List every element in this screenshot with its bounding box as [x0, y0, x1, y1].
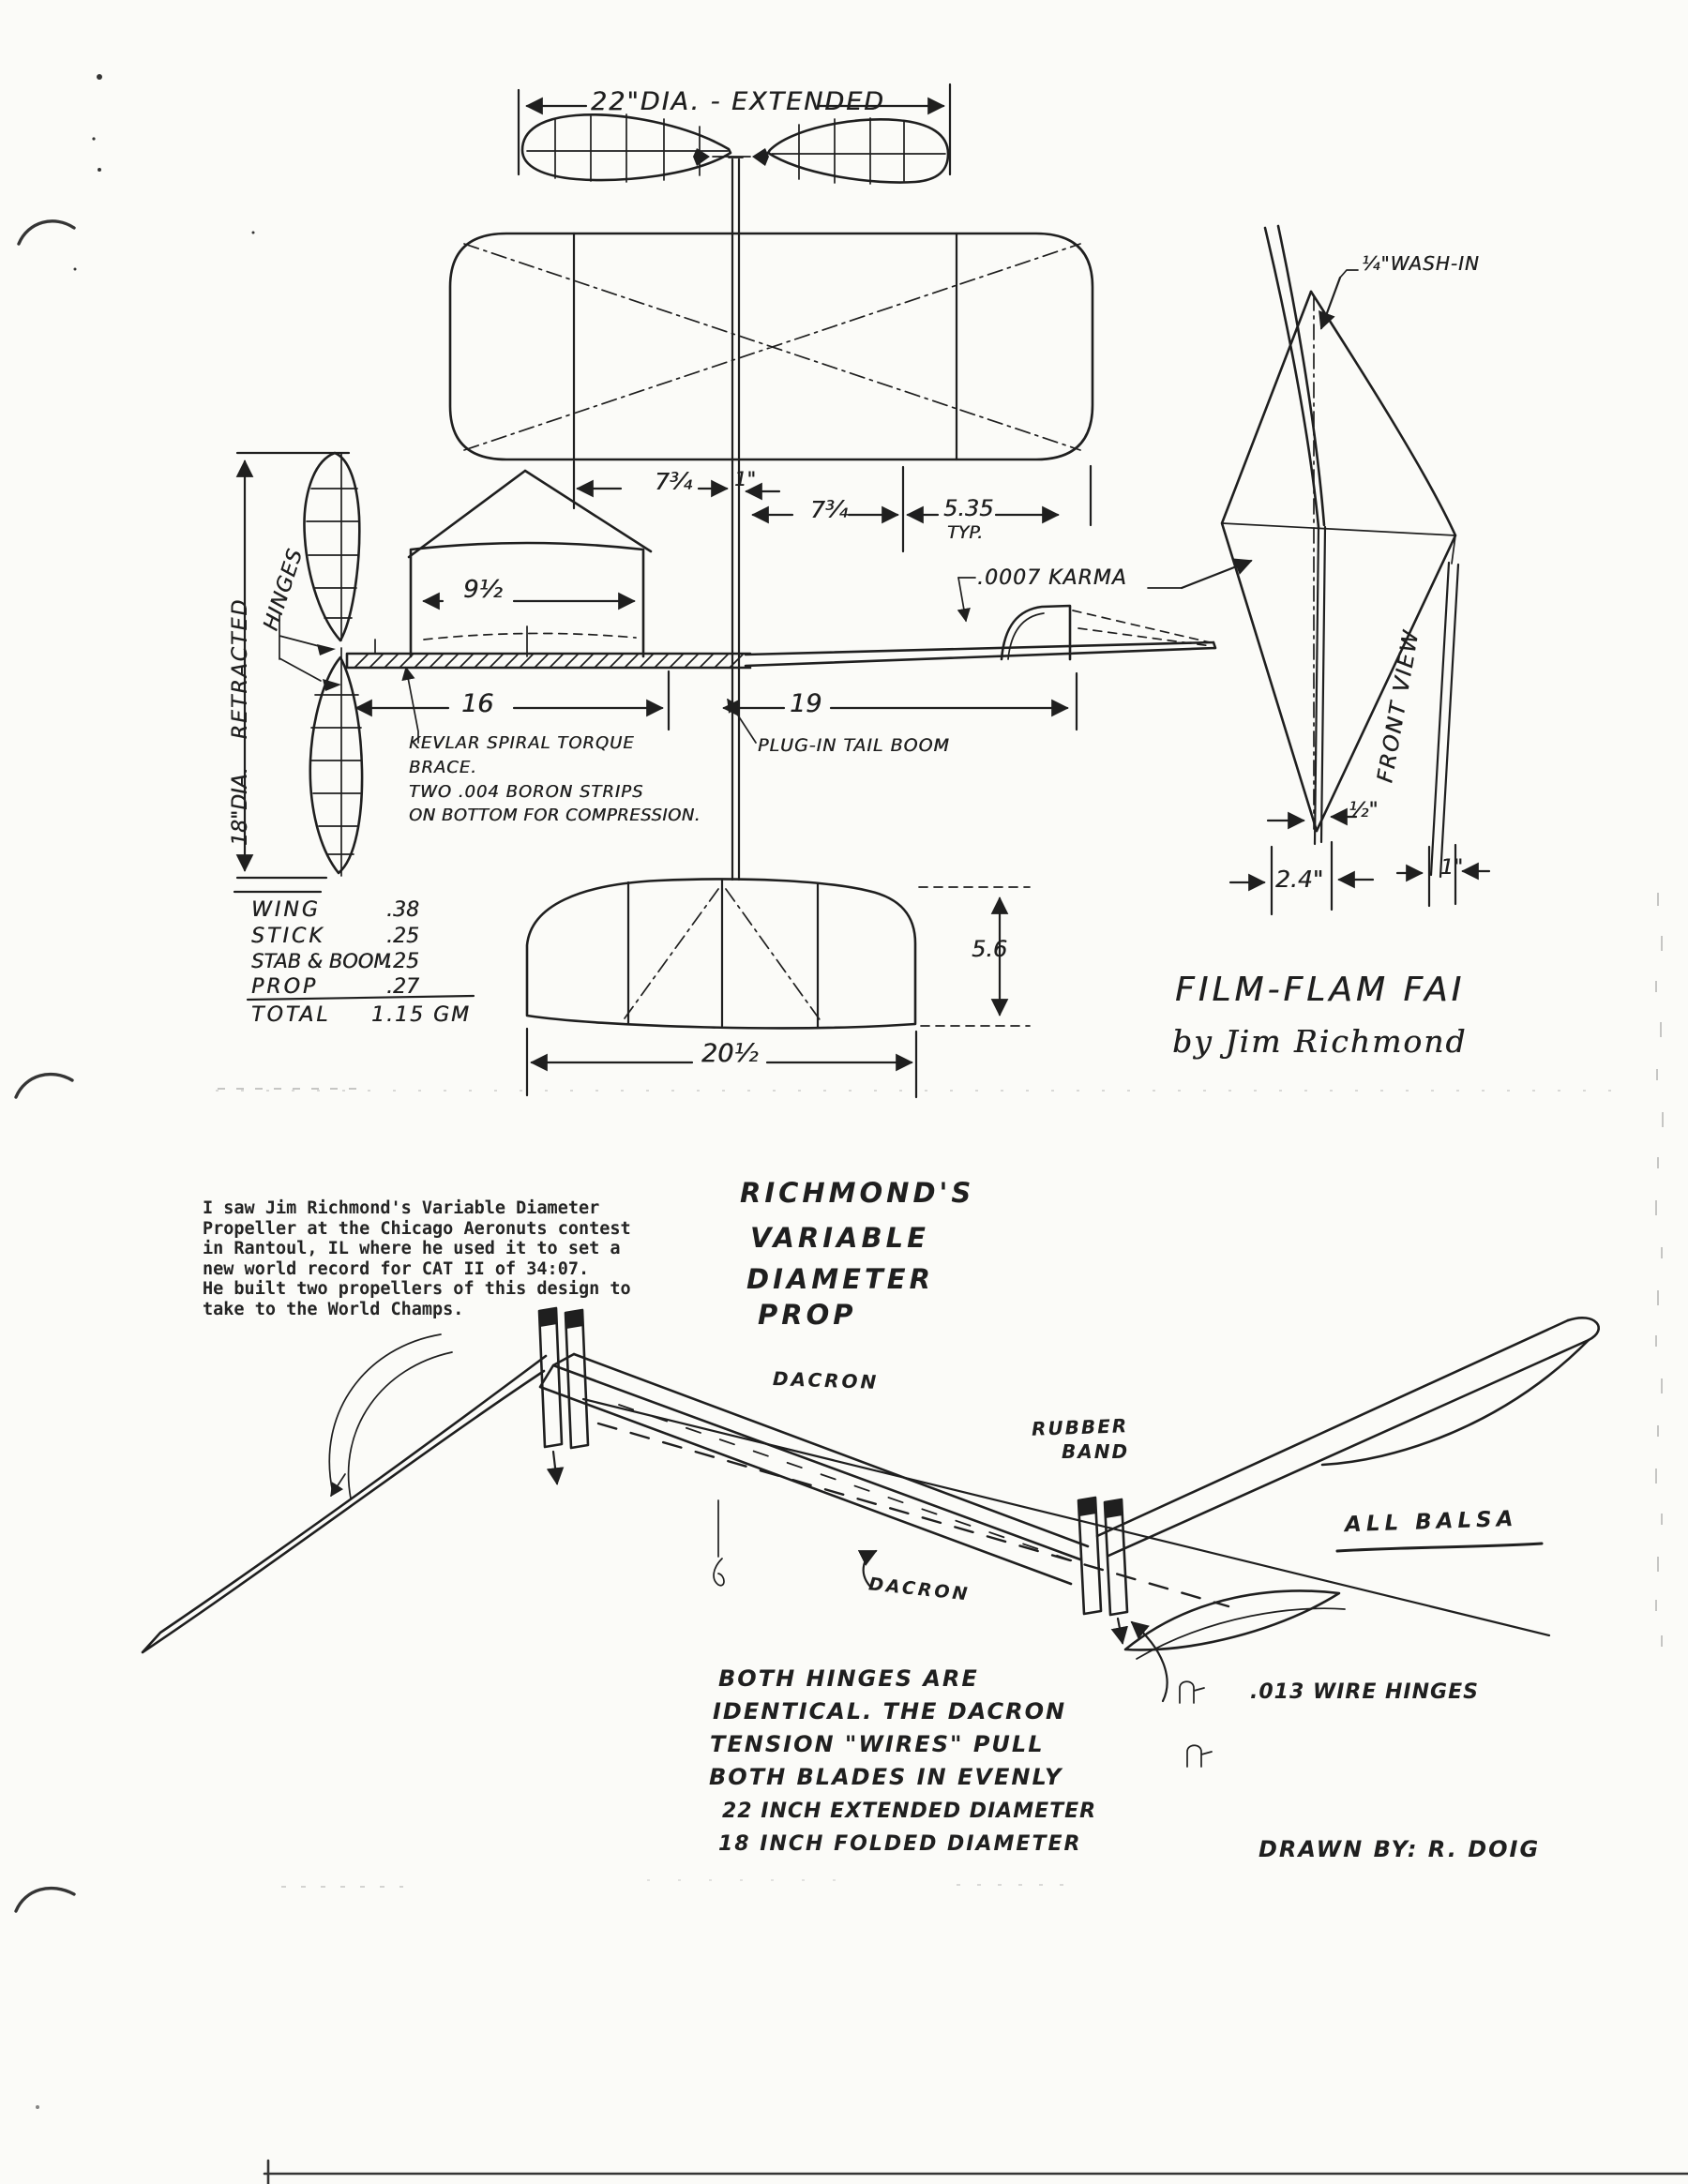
wire-hinges-label: .013 WIRE HINGES [1250, 1680, 1479, 1704]
kevlar-note-line-3: TWO .004 BORON STRIPS [409, 782, 644, 802]
stab-plan-drawing [527, 879, 1030, 1097]
hinge-note-line-4: BOTH BLADES IN EVENLY [709, 1764, 1063, 1790]
kevlar-note-line-4: ON BOTTOM FOR COMPRESSION. [409, 806, 701, 825]
story-line: I saw Jim Richmond's Variable Diameter [203, 1198, 600, 1218]
weight-value: .25 [386, 950, 419, 973]
dim-stab-span: 20½ [701, 1039, 759, 1068]
story-line: Propeller at the Chicago Aeronuts contest [203, 1219, 631, 1239]
story-line: He built two propellers of this design to [203, 1279, 631, 1299]
diameter-spec-line-2: 18 INCH FOLDED DIAMETER [718, 1832, 1082, 1856]
story-line: new world record for CAT II of 34:07. [203, 1259, 590, 1279]
dim-16: 16 [461, 689, 494, 718]
dia-retracted-label: 18"DIA. [229, 767, 252, 846]
stab-side-drawing [347, 640, 750, 668]
dim-pylon-width: 9½ [463, 576, 503, 604]
weight-value: .25 [386, 925, 419, 948]
dim-span-tip: 5.35 [943, 495, 994, 521]
sketch-heading-line-2: VARIABLE [750, 1222, 929, 1254]
weight-item: WING [251, 898, 321, 922]
kevlar-leader [406, 668, 418, 743]
dim-span-center: 1" [734, 468, 757, 490]
dim-24: 2.4" [1275, 866, 1324, 893]
weight-total-label: TOTAL [251, 1003, 331, 1027]
dim-1in: 1" [1440, 856, 1464, 880]
karma-label: .0007 KARMA [977, 566, 1127, 590]
motor-stick-line [732, 159, 739, 880]
retracted-label: RETRACTED [229, 597, 252, 740]
all-balsa-label: ALL BALSA [1344, 1506, 1518, 1538]
pylon-drawing [409, 471, 651, 656]
drawn-by-label: DRAWN BY: R. DOIG [1258, 1836, 1541, 1862]
weight-item: PROP [251, 975, 319, 999]
weight-value: .27 [386, 975, 419, 999]
dim-span-tip-note: TYP. [947, 522, 984, 543]
weight-total-value: 1.15 GM [371, 1003, 472, 1027]
diameter-spec-line-1: 22 INCH EXTENDED DIAMETER [722, 1800, 1097, 1823]
story-line: take to the World Champs. [203, 1300, 464, 1319]
dacron-bottom-label: DACRON [867, 1574, 972, 1605]
dim-half: ½" [1349, 799, 1379, 822]
sketch-heading-line-1: RICHMOND'S [740, 1177, 975, 1209]
kevlar-note-line-2: BRACE. [409, 758, 477, 777]
dim-19: 19 [790, 689, 822, 718]
sketch-heading-line-4: PROP [758, 1299, 857, 1331]
tail-boom-drawing [746, 606, 1215, 666]
hinge-note-line-2: IDENTICAL. THE DACRON [713, 1698, 1067, 1725]
dim-stab-chord: 5.6 [972, 936, 1008, 962]
rubber-band-label-line-1: RUBBER [1031, 1414, 1129, 1440]
retracted-prop-drawing [237, 453, 362, 878]
hinges-label: HINGES [259, 545, 309, 634]
washin-label: ¼"WASH-IN [1362, 252, 1480, 275]
story-line: in Rantoul, IL where he used it to set a [203, 1239, 621, 1258]
dim-span-left: 7¾ [655, 468, 693, 495]
wing-plan-drawing [450, 233, 1093, 459]
scan-artifacts [16, 74, 1688, 2184]
sketch-heading-line-3: DIAMETER [746, 1263, 934, 1295]
dim-extended-label: 22"DIA. - EXTENDED [591, 87, 885, 116]
plan-byline: by Jim Richmond [1172, 1023, 1468, 1060]
kevlar-note-line-1: KEVLAR SPIRAL TORQUE [409, 733, 635, 753]
hinge-note-line-1: BOTH HINGES ARE [718, 1665, 979, 1692]
front-view-label: FRONT VIEW [1373, 627, 1424, 785]
dim-span-right: 7¾ [810, 496, 849, 523]
rubber-band-label-line-2: BAND [1062, 1440, 1130, 1463]
plug-label: PLUG-IN TAIL BOOM [758, 735, 950, 756]
weight-item: STAB & BOOM [251, 950, 391, 972]
dacron-top-label: DACRON [772, 1367, 880, 1393]
weight-value: .38 [386, 898, 419, 922]
plan-title: FILM-FLAM FAI [1175, 971, 1466, 1009]
hinge-note-line-3: TENSION "WIRES" PULL [710, 1731, 1045, 1757]
weight-item: STICK [251, 925, 325, 948]
